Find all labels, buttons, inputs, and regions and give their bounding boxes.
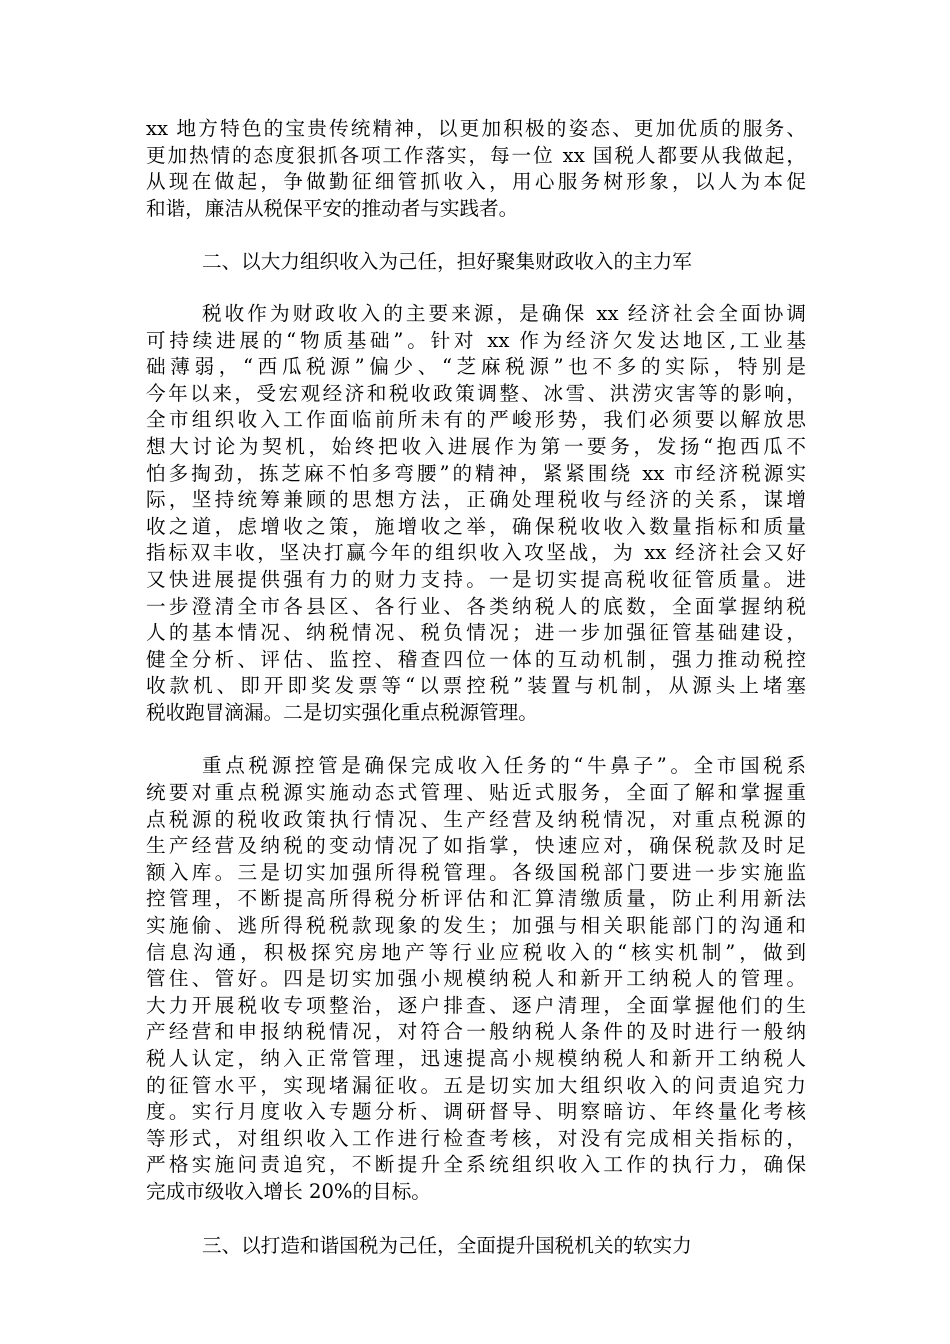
document-page — [146, 116, 806, 1259]
paragraph-organize-revenue — [146, 301, 806, 727]
text-line: 人的基本情况、纳税情况、税负情况；进一步加强征管基础建设， — [146, 621, 806, 645]
text-line: 重点税源控管是确保完成收入任务的“牛鼻子”。全市国税系 — [202, 754, 806, 778]
text-line: 点税源的税收政策执行情况、生产经营及纳税情况，对重点税源的 — [146, 807, 806, 831]
text-line: xx 地方特色的宝贵传统精神，以更加积极的姿态、更加优质的服务、 — [146, 117, 806, 140]
text-line: 税收作为财政收入的主要来源，是确保 xx 经济社会全面协调 — [202, 301, 806, 325]
text-line: 收之道，虑增收之策，施增收之举，确保税收收入数量指标和质量 — [146, 514, 806, 538]
text-line: 更加热情的态度狠抓各项工作落实，每一位 xx 国税人都要从我做起， — [146, 143, 806, 167]
text-line: 信息沟通，积极探究房地产等行业应税收入的“核实机制”，做到 — [146, 940, 806, 964]
text-line: 等形式，对组织收入工作进行检查考核，对没有完成相关指标的， — [146, 1126, 806, 1150]
text-line: 生产经营及纳税的变动情况了如指掌，快速应对，确保税款及时足 — [146, 834, 806, 858]
text-line: 的征管水平，实现堵漏征收。五是切实加大组织收入的问责追究力 — [146, 1073, 806, 1097]
text-line: 健全分析、评估、监控、稽查四位一体的互动机制，强力推动税控 — [146, 647, 806, 671]
text-line: 统要对重点税源实施动态式管理、贴近式服务，全面了解和掌握重 — [146, 781, 806, 805]
text-line: 实施偷、逃所得税税款现象的发生；加强与相关职能部门的沟通和 — [146, 914, 806, 938]
text-line: 管住、管好。四是切实加强小规模纳税人和新开工纳税人的管理。 — [146, 967, 806, 991]
section-heading-3: 三、以打造和谐国税为己任，全面提升国税机关的软实力 — [202, 1233, 692, 1257]
text-line: 一步澄清全市各县区、各行业、各类纳税人的底数，全面掌握纳税 — [146, 594, 806, 618]
text-line: 全市组织收入工作面临前所未有的严峻形势，我们必须要以解放思 — [146, 408, 806, 432]
text-line: 税人认定，纳入正常管理，迅速提高小规模纳税人和新开工纳税人 — [146, 1047, 806, 1070]
text-line: 产经营和申报纳税情况，对符合一般纳税人条件的及时进行一般纳 — [146, 1020, 806, 1044]
text-line: 今年以来，受宏观经济和税收政策调整、冰雪、洪涝灾害等的影响， — [146, 381, 806, 405]
text-line: 大力开展税收专项整治，逐户排查、逐户清理，全面掌握他们的生 — [146, 993, 806, 1017]
text-line: 额入库。三是切实加强所得税管理。各级国税部门要进一步实施监 — [146, 860, 806, 884]
text-line: 从现在做起，争做勤征细管抓收入，用心服务树形象，以人为本促 — [146, 170, 806, 194]
text-line: 又快进展提供强有力的财力支持。一是切实提高税收征管质量。进 — [146, 567, 806, 591]
intro-paragraph — [146, 116, 806, 222]
text-line: 怕多掏劲，拣芝麻不怕多弯腰”的精神，紧紧围绕 xx 市经济税源实 — [146, 461, 806, 485]
text-line: 收款机、即开即奖发票等“以票控税”装置与机制，从源头上堵塞 — [146, 674, 806, 698]
text-line: 想大讨论为契机，始终把收入进展作为第一要务，发扬“抱西瓜不 — [146, 434, 806, 458]
text-line: 控管理，不断提高所得税分析评估和汇算清缴质量，防止利用新法 — [146, 887, 806, 911]
text-line: 度。实行月度收入专题分析、调研督导、明察暗访、年终量化考核 — [146, 1100, 806, 1124]
text-line: 严格实施问责追究，不断提升全系统组织收入工作的执行力，确保 — [146, 1153, 806, 1177]
text-line: 和谐，廉洁从税保平安的推动者与实践者。 — [146, 196, 519, 220]
text-line: 指标双丰收，坚决打赢今年的组织收入攻坚战，为 xx 经济社会又好 — [146, 541, 806, 565]
text-line: 税收跑冒滴漏。二是切实强化重点税源管理。 — [146, 700, 538, 724]
text-line: 完成市级收入增长 20%的目标。 — [146, 1179, 431, 1203]
text-line: 际，坚持统筹兼顾的思想方法，正确处理税收与经济的关系，谋增 — [146, 488, 806, 512]
section-heading-2: 二、以大力组织收入为己任，担好聚集财政收入的主力军 — [202, 250, 692, 274]
paragraph-key-tax-sources — [146, 753, 806, 1205]
text-line: 可持续进展的“物质基础”。针对 xx 作为经济欠发达地区,工业基 — [146, 328, 806, 352]
text-line: 础薄弱，“西瓜税源”偏少、“芝麻税源”也不多的实际，特别是 — [146, 355, 806, 379]
